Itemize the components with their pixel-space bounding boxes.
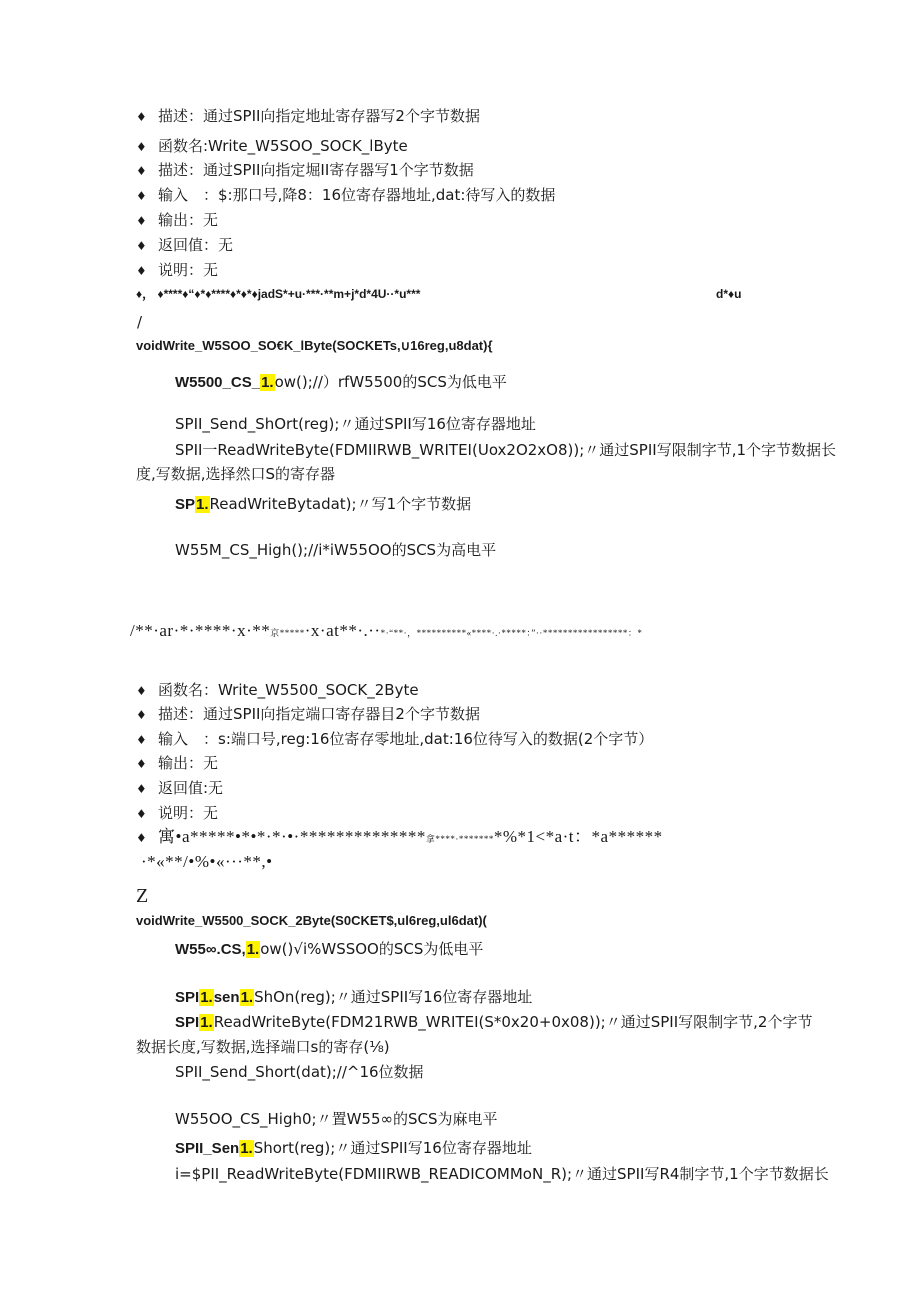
code-line [175, 939, 483, 960]
function-name-line: 函数名：Write_W5500_SOCK_2Byte [158, 681, 419, 699]
code-text: SPII一ReadWriteByte(FDMIIRWB_WRITEI(Uox2O2xO8));〃通过SPII写限制字节,1个字节数据长 [175, 441, 837, 459]
bullet-icon: ♦ [136, 807, 147, 821]
separator-part: 京***** [270, 628, 305, 638]
highlight-mark: 1. [196, 496, 209, 513]
highlight-mark: 1. [261, 374, 274, 391]
code-text: SPI [175, 1014, 200, 1031]
code-text: sen [213, 989, 240, 1006]
list-item [136, 753, 218, 774]
garbled-line: ·*«**/•%•«···**,• [141, 852, 273, 871]
separator-part: ·x·at**·.·· [304, 621, 381, 640]
bullet-icon: ♦ [136, 831, 148, 845]
garbled-text: *%*1<*a·t：*a****** [493, 827, 663, 846]
list-item [136, 704, 480, 725]
garbled-line [136, 827, 663, 849]
function-signature: voidWrite_W5500_SOCK_2Byte(S0CKET$,ul6reg,ul6dat)( [136, 913, 487, 928]
code-text: SPII_Sen [175, 1140, 240, 1157]
code-line: SPII_Send_Short(dat);//^16位数据 [175, 1063, 424, 1081]
garbled-text: 拿****·******* [425, 834, 494, 844]
return-line: 返回值：无 [158, 236, 234, 254]
garbled-text: 寓•a*****•*•*·*·•·************** [158, 827, 426, 846]
comment-slash: / [137, 313, 143, 331]
function-name-line: 函数名:Write_W5SOO_SOCK_lByte [158, 137, 408, 155]
code-line [175, 1012, 812, 1033]
description-line: 描述：通过SPII向指定地址寄存器写2个字节数据 [158, 107, 480, 125]
list-item [136, 778, 223, 799]
input-line: 输入 ：$:那口号,降8：16位寄存器地址,dat:待写入的数据 [158, 186, 556, 204]
separator-part: /**·ar·*·****·x·** [130, 621, 271, 640]
description-line: 描述：通过SPII向指定堀II寄存器写1个字节数据 [158, 161, 474, 179]
list-item [136, 729, 653, 750]
code-text: ow();//）rfW5500的SCS为低电平 [274, 373, 507, 391]
list-item [136, 235, 233, 256]
separator-part: *·“**·，**********«****·.·*****：”··*****************：* [380, 628, 643, 638]
garbled-separator [130, 621, 642, 643]
list-item [136, 185, 555, 206]
output-line: 输出：无 [158, 211, 219, 229]
return-line: 返回值:无 [158, 779, 224, 797]
bullet-icon: ♦ [136, 684, 147, 698]
bullet-icon: ♦ [136, 140, 147, 154]
list-item [136, 680, 419, 701]
code-text: SPI [175, 989, 200, 1006]
code-text: ow()√i%WSSOO的SCS为低电平 [260, 940, 484, 958]
code-line: W55OO_CS_High0;〃置W55∞的SCS为麻电平 [175, 1110, 498, 1128]
garbled-tail: d*♦u [716, 287, 742, 301]
code-text: ReadWriteBytadat);〃写1个字节数据 [209, 495, 472, 513]
bullet-icon: ♦ [136, 110, 147, 124]
code-line [175, 987, 532, 1008]
list-item [136, 160, 474, 181]
bullet-icon: ♦ [136, 264, 147, 278]
highlight-mark: 1. [200, 1014, 213, 1031]
bullet-icon: ♦ [136, 189, 147, 203]
comment-mark: Z [136, 885, 149, 907]
code-line [175, 1138, 532, 1159]
bullet-icon: ♦ [136, 708, 147, 722]
code-text: SP [175, 496, 196, 513]
code-line [175, 414, 536, 434]
code-text: W5500_CS_ [175, 374, 261, 391]
code-line: i=$PII_ReadWriteByte(FDMIIRWB_READICOMMoN_R);〃通过SPII写R4制字节,1个字节数据长 [175, 1165, 829, 1183]
bullet-icon: ♦ [136, 239, 147, 253]
bullet-icon: ♦ [136, 782, 147, 796]
input-line: 输入 ：s:端口号,reg:16位寄存零地址,dat:16位待写入的数据(2个字节） [158, 730, 654, 748]
output-line: 输出：无 [158, 754, 219, 772]
code-line [175, 440, 836, 460]
highlight-mark: 1. [246, 941, 260, 958]
list-item [136, 136, 408, 157]
bullet-icon: ♦ [136, 214, 147, 228]
garbled-text: ♦****♦“♦*♦****♦*♦*♦jadS*+u·***·**m+j*d*4U··*u*** [157, 287, 421, 301]
garbled-prefix: ♦， [136, 287, 155, 301]
code-text: SPII_Send_ShOrt(reg);〃通过SPII写16位寄存器地址 [175, 415, 536, 433]
code-line [175, 494, 471, 515]
code-line: W55M_CS_High();//i*iW55OO的SCS为高电平 [175, 541, 497, 559]
code-text: ReadWriteByte(FDM21RWB_WRITEI(S*0x20+0x08));〃通过SPII写限制字节,2个字节 [213, 1013, 813, 1031]
code-line [175, 372, 507, 393]
note-line: 说明：无 [158, 261, 219, 279]
highlight-mark: 1. [240, 1140, 253, 1157]
highlight-mark: 1. [200, 989, 213, 1006]
description-line: 描述：通过SPII向指定端口寄存器目2个字节数据 [158, 705, 480, 723]
highlight-mark: 1. [240, 989, 254, 1006]
code-text: ShOn(reg);〃通过SPII写16位寄存器地址 [254, 988, 533, 1006]
list-item [136, 803, 218, 824]
list-item [136, 106, 480, 127]
code-line-continued: 数据长度,写数据,选择端口s的寄存(⅛) [136, 1038, 390, 1056]
note-line: 说明：无 [158, 804, 219, 822]
bullet-icon: ♦ [136, 164, 147, 178]
code-line-continued: 度,写数据,选择然口S的寄存器 [136, 465, 336, 483]
list-item [136, 210, 218, 231]
function-signature: voidWrite_W5SOO_SO€K_lByte(SOCKETs,∪16reg,u8dat){ [136, 338, 493, 353]
garbled-line [136, 284, 420, 304]
bullet-icon: ♦ [136, 733, 147, 747]
code-text: W55∞.CS, [175, 941, 246, 958]
list-item [136, 260, 218, 281]
bullet-icon: ♦ [136, 757, 147, 771]
code-text: Short(reg);〃通过SPII写16位寄存器地址 [253, 1139, 532, 1157]
